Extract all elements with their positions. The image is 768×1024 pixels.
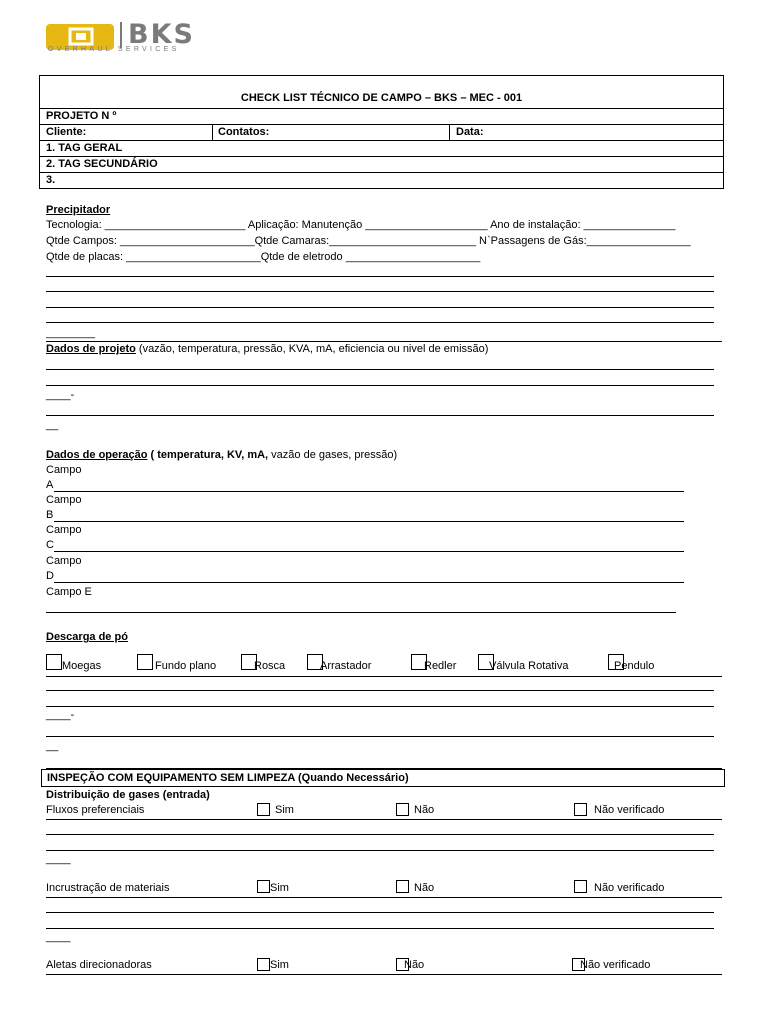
dados-operacao-heading: Dados de operação bbox=[46, 449, 148, 461]
incrustracao-tail: ____ bbox=[46, 931, 71, 943]
precipitador-line-3: Qtde de placas: ______________________Qtde de eletrodo ______________________ bbox=[46, 251, 481, 263]
aletas-sim-checkbox[interactable] bbox=[257, 958, 270, 971]
section-divider bbox=[46, 819, 722, 820]
tag2-row bbox=[40, 156, 723, 172]
descarga-tail-1: ____- bbox=[46, 709, 75, 721]
precipitador-tail: ________ bbox=[46, 327, 95, 339]
form-title bbox=[40, 76, 723, 108]
blank-line bbox=[46, 736, 714, 737]
campo-d-label: Campo bbox=[46, 555, 82, 567]
distribuicao-heading: Distribuição de gases (entrada) bbox=[46, 789, 210, 801]
incrustracao-label: Incrustração de materiais bbox=[46, 882, 170, 894]
section-divider bbox=[46, 676, 722, 677]
aletas-nv-label: Não verificado bbox=[580, 959, 651, 971]
inspecao-banner bbox=[41, 769, 725, 787]
tag3-row bbox=[40, 172, 723, 188]
section-divider bbox=[46, 341, 722, 342]
company-logo bbox=[46, 19, 226, 54]
blank-line bbox=[46, 385, 714, 386]
fluxos-tail: ____ bbox=[46, 853, 71, 865]
cliente-row bbox=[40, 124, 723, 140]
dados-operacao-note-2: KV, mA, bbox=[226, 449, 269, 461]
incrustracao-nv-label: Não verificado bbox=[594, 882, 665, 894]
precipitador-heading: Precipitador bbox=[46, 204, 111, 216]
descarga-heading: Descarga de pó bbox=[46, 631, 128, 643]
dados-operacao-heading-row bbox=[46, 449, 397, 461]
campo-b-line bbox=[54, 521, 684, 522]
contatos-label: Contatos: bbox=[218, 126, 270, 138]
moegas-label: Moegas bbox=[62, 660, 102, 672]
dados-projeto-heading: Dados de projeto bbox=[46, 343, 136, 355]
dados-projeto-tail-2: __ bbox=[46, 419, 59, 431]
campo-b-letter: B bbox=[46, 509, 54, 521]
descarga-tail-2: __ bbox=[46, 740, 59, 752]
section-divider bbox=[46, 897, 722, 898]
campo-a-letter: A bbox=[46, 479, 54, 491]
precipitador-line-2: Qtde Campos: ______________________Qtde Camaras:________________________ N`Passagens de Gás:_________________ bbox=[46, 235, 691, 247]
arrastador-label: Arrastador bbox=[320, 660, 372, 672]
dados-projeto-heading-row bbox=[46, 343, 488, 355]
fluxos-label: Fluxos preferenciais bbox=[46, 804, 145, 816]
blank-line bbox=[46, 690, 714, 691]
campo-a-line bbox=[54, 491, 684, 492]
projeto-row bbox=[40, 108, 723, 124]
dados-projeto-tail-1: ____- bbox=[46, 389, 75, 401]
fluxos-sim-checkbox[interactable] bbox=[257, 803, 270, 816]
fluxos-nao-label: Não bbox=[414, 804, 435, 816]
logo-tagline: OVERHAUL SERVICES bbox=[48, 46, 180, 53]
incrustracao-nao-checkbox[interactable] bbox=[396, 880, 409, 893]
campo-e-label: Campo E bbox=[46, 586, 92, 598]
fluxos-sim-label: Sim bbox=[275, 804, 294, 816]
section-divider bbox=[46, 974, 722, 975]
fluxos-nv-label: Não verificado bbox=[594, 804, 665, 816]
campo-e-line bbox=[46, 612, 676, 613]
incrustracao-nv-checkbox[interactable] bbox=[574, 880, 587, 893]
form-title-text: CHECK LIST TÉCNICO DE CAMPO – BKS – MEC - 001 bbox=[240, 92, 523, 104]
blank-line bbox=[46, 850, 714, 851]
blank-line bbox=[46, 928, 714, 929]
fundo-plano-label: Fundo plano bbox=[155, 660, 217, 672]
inspecao-banner-text: INSPEÇÃO COM EQUIPAMENTO SEM LIMPEZA (Quando Necessário) bbox=[47, 772, 409, 784]
rosca-label: Rosca bbox=[254, 660, 286, 672]
logo-divider bbox=[120, 22, 122, 48]
aletas-sim-label: Sim bbox=[270, 959, 289, 971]
blank-line bbox=[46, 912, 714, 913]
pendulo-label: Pendulo bbox=[614, 660, 655, 672]
valvula-rotativa-label: Válvula Rotativa bbox=[489, 660, 569, 672]
blank-line bbox=[46, 706, 714, 707]
tag-secundario-label: 2. TAG SECUNDÁRIO bbox=[46, 158, 158, 170]
precipitador-line-1: Tecnologia: _______________________ Aplicação: Manutenção ____________________ Ano de instalação: _______________ bbox=[46, 219, 676, 231]
tag-geral-label: 1. TAG GERAL bbox=[46, 142, 123, 154]
incrustracao-nao-label: Não bbox=[414, 882, 435, 894]
incrustracao-sim-label: Sim bbox=[270, 882, 289, 894]
projeto-label: PROJETO N º bbox=[46, 110, 117, 122]
aletas-nao-label: Não bbox=[404, 959, 425, 971]
tag1-row bbox=[40, 140, 723, 156]
aletas-label: Aletas direcionadoras bbox=[46, 959, 152, 971]
campo-c-letter: C bbox=[46, 539, 54, 551]
blank-line bbox=[46, 291, 714, 292]
blank-line bbox=[46, 276, 714, 277]
data-label: Data: bbox=[456, 126, 484, 138]
redler-label: Redler bbox=[424, 660, 457, 672]
dados-projeto-note: (vazão, temperatura, pressão, KVA, mA, eficiencia ou nivel de emissão) bbox=[135, 343, 489, 355]
blank-line bbox=[46, 322, 714, 323]
fundo-plano-checkbox[interactable] bbox=[137, 654, 153, 670]
fluxos-nv-checkbox[interactable] bbox=[574, 803, 587, 816]
dados-operacao-note-3: vazão de gases, pressão) bbox=[268, 449, 398, 461]
moegas-checkbox[interactable] bbox=[46, 654, 62, 670]
campo-c-line bbox=[54, 551, 684, 552]
blank-line bbox=[46, 415, 714, 416]
campo-b-label: Campo bbox=[46, 494, 82, 506]
dados-operacao-note-1: ( temperatura, bbox=[147, 449, 227, 461]
header-table bbox=[39, 75, 724, 189]
tag3-label: 3. bbox=[46, 174, 56, 186]
cliente-label: Cliente: bbox=[46, 126, 87, 138]
blank-line bbox=[46, 369, 714, 370]
fluxos-nao-checkbox[interactable] bbox=[396, 803, 409, 816]
campo-d-line bbox=[54, 582, 684, 583]
blank-line bbox=[46, 307, 714, 308]
campo-a-label: Campo bbox=[46, 464, 82, 476]
incrustracao-sim-checkbox[interactable] bbox=[257, 880, 270, 893]
campo-d-letter: D bbox=[46, 570, 54, 582]
logo-brand: BKS bbox=[128, 19, 195, 50]
campo-c-label: Campo bbox=[46, 524, 82, 536]
blank-line bbox=[46, 834, 714, 835]
